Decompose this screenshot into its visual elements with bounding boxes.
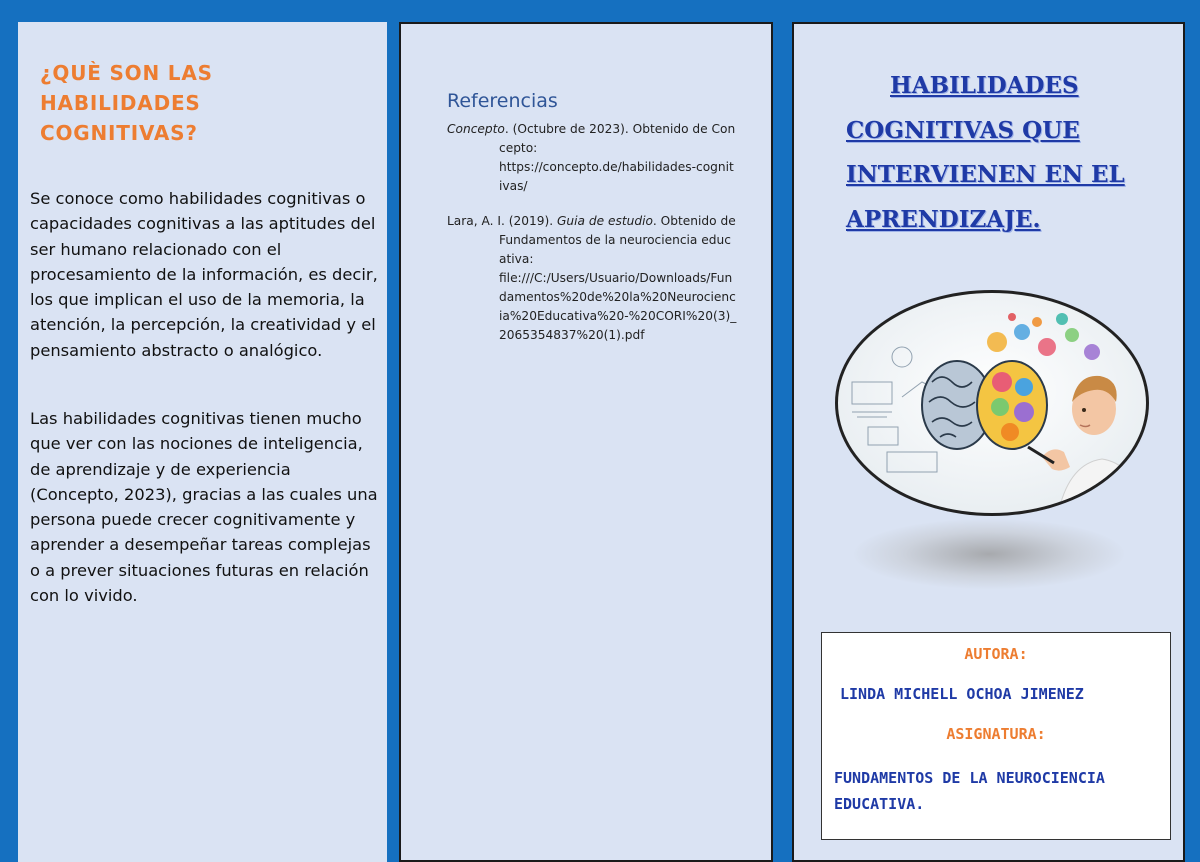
references-heading: Referencias [447,90,558,112]
reference-1 [447,120,737,196]
reference-2-title: Guia de estudio [556,214,653,228]
author-name: LINDA MICHELL OCHOA JIMENEZ [840,685,1084,703]
reference-2 [447,212,737,345]
author-label: AUTORA: [964,645,1028,663]
brain-child-illustration [832,287,1152,519]
middle-panel [399,22,773,862]
reference-1-text: . (Octubre de 2023). Obtenido de Concepto: [499,122,736,155]
reference-2-text: . Obtenido de Fundamentos de la neurociencia educativa: [499,214,736,266]
paragraph-relation [30,406,378,608]
author-info-box [821,632,1171,840]
paragraph-definition [30,186,378,363]
left-panel [18,22,387,862]
right-panel [792,22,1185,862]
reference-2-author: Lara, A. I. (2019). [447,214,557,228]
subject-name: FUNDAMENTOS DE LA NEUROCIENCIA EDUCATIVA. [834,769,1105,813]
cover-title-text: HABILIDADES COGNITIVAS QUE INTERVIENEN EN EL APRENDIZAJE. [846,72,1125,233]
section-title: ¿QUÈ SON LAS HABILIDADES COGNITIVAS? [40,61,213,145]
image-shadow [854,519,1124,589]
reference-2-link[interactable]: file:///C:/Users/Usuario/Downloads/Fundamentos%20de%20la%20Neurociencia%20Educativa%20-%20CORI%20(3)_2065354837%20(1).pdf [499,271,737,342]
paragraph-1-text: Se conoce como habilidades cognitivas o capacidades cognitivas a las aptitudes del ser humano relacionado con el procesamiento de la información, es decir, los que implican el uso de la memoria, la atención, la percepción, la creatividad y el pensamiento abstracto o analógico. [30,189,378,360]
subject-label: ASIGNATURA: [946,725,1046,743]
paragraph-2-text: Las habilidades cognitivas tienen mucho que ver con las nociones de inteligencia, de aprendizaje y de experiencia (Concepto, 2023), gracias a las cuales una persona puede crecer cognitivamente y aprender a desempeñar tareas complejas o a prever situaciones futuras en relación con lo vivido. [30,409,378,606]
reference-1-link[interactable]: https://concepto.de/habilidades-cognitivas/ [499,160,734,193]
reference-1-source: Concepto [447,122,505,136]
cover-title [846,64,1126,242]
